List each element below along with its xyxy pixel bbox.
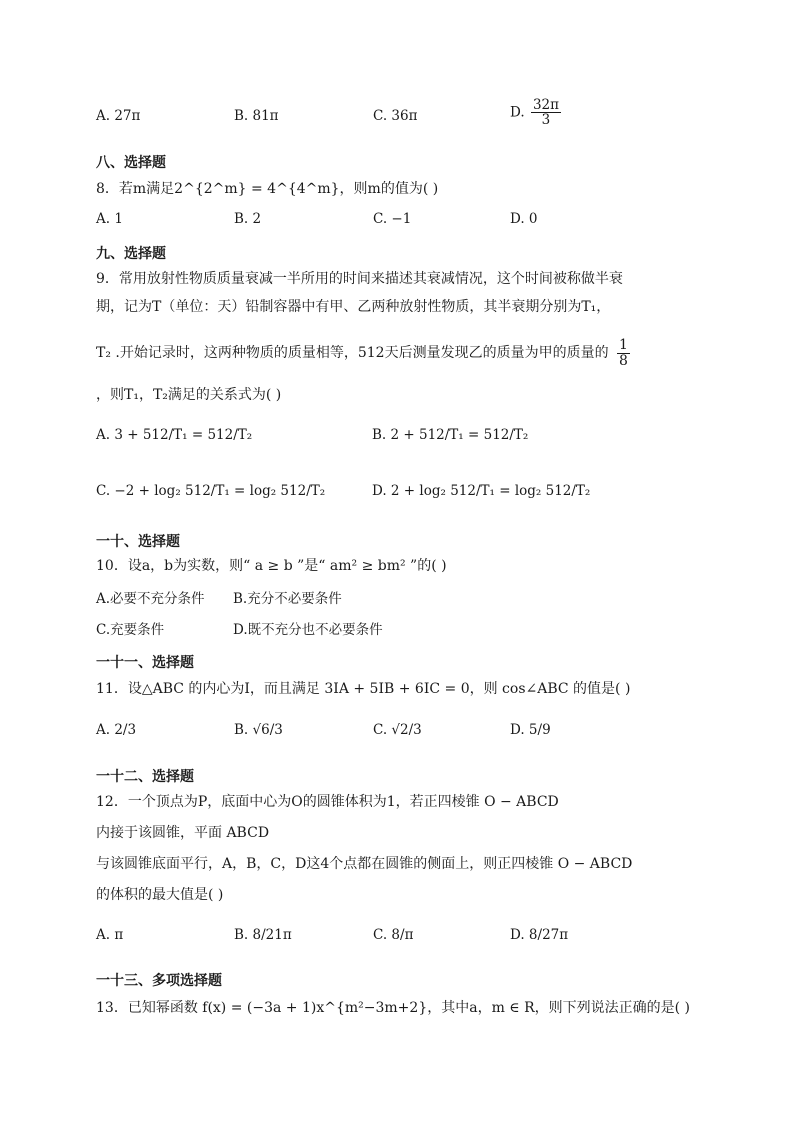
q8-option-a: A. 1 bbox=[96, 211, 123, 227]
q12-option-d: D. 8/27π bbox=[510, 927, 569, 943]
q11-option-c: C. √2/3 bbox=[373, 722, 422, 738]
section-heading-9: 九、选择题 bbox=[96, 246, 166, 262]
question-9-line-1: 9．常用放射性物质质量衰减一半所用的时间来描述其衰减情况，这个时间被称做半衰 bbox=[96, 271, 623, 287]
question-8-stem: 8．若m满足2^{2^m} = 4^{4^m}，则m的值为( ) bbox=[96, 181, 439, 197]
fraction-numerator: 32π bbox=[532, 97, 559, 113]
section-heading-12: 一十二、选择题 bbox=[96, 769, 194, 785]
question-10-stem: 10．设a，b为实数，则“ a ≥ b ”是“ am² ≥ bm² ”的( ) bbox=[96, 558, 447, 574]
section-heading-11: 一十一、选择题 bbox=[96, 655, 194, 671]
question-13-stem: 13．已知幂函数 f(x) = (−3a + 1)x^{m²−3m+2}，其中a，m ∈ R，则下列说法正确的是( ) bbox=[96, 1000, 691, 1016]
q11-option-b: B. √6/3 bbox=[234, 722, 283, 738]
section-heading-8: 八、选择题 bbox=[96, 155, 166, 171]
q10-option-c: C.充要条件 bbox=[96, 622, 165, 638]
fraction-numerator: 1 bbox=[619, 337, 628, 353]
q11-option-a: A. 2/3 bbox=[96, 722, 137, 738]
q9-option-b: B. 2 + 512/T₁ = 512/T₂ bbox=[372, 427, 529, 443]
question-12-line-2: 内接于该圆锥，平面 ABCD bbox=[96, 825, 270, 841]
q7-option-d: D. $\frac{32\pi}{3}$ bbox=[510, 97, 559, 129]
q8-option-c: C. −1 bbox=[373, 211, 412, 227]
section-heading-10: 一十、选择题 bbox=[96, 534, 180, 550]
q8-option-b: B. 2 bbox=[234, 211, 262, 227]
question-9-line-3: T₂ .开始记录时，这两种物质的质量相等，512天后测量发现乙的质量为甲的质量的 $\frac{1}{8}$ bbox=[96, 337, 628, 369]
q10-option-b: B.充分不必要条件 bbox=[233, 591, 342, 607]
question-11-stem: 11．设△ABC 的内心为I，而且满足 3IA + 5IB + 6IC = 0，则 cos∠ABC 的值是( ) bbox=[96, 681, 631, 697]
q9-option-d: D. 2 + log₂ 512/T₁ = log₂ 512/T₂ bbox=[372, 483, 591, 499]
q7-option-c: C. 36π bbox=[373, 108, 418, 124]
question-12-line-1: 12．一个顶点为P，底面中心为O的圆锥体积为1，若正四棱锥 O − ABCD bbox=[96, 794, 559, 810]
q11-option-d: D. 5/9 bbox=[510, 722, 551, 738]
section-heading-13: 一十三、多项选择题 bbox=[96, 973, 222, 989]
fraction-denominator: 3 bbox=[541, 112, 551, 129]
question-12-line-3: 与该圆锥底面平行，A，B，C，D这4个点都在圆锥的侧面上，则正四棱锥 O − ABCD bbox=[96, 856, 633, 872]
one-eighth-fraction bbox=[617, 338, 630, 368]
q12-option-b: B. 8/21π bbox=[234, 927, 292, 943]
fraction-denominator: 8 bbox=[619, 352, 628, 369]
q8-option-d: D. 0 bbox=[510, 211, 538, 227]
question-12-line-4: 的体积的最大值是( ) bbox=[96, 887, 224, 903]
q9-option-a: A. 3 + 512/T₁ = 512/T₂ bbox=[96, 427, 253, 443]
q12-option-a: A. π bbox=[96, 927, 124, 943]
question-9-line-2: 期，记为T（单位：天）铅制容器中有甲、乙两种放射性物质，其半衰期分别为T₁， bbox=[96, 299, 611, 315]
q12-option-c: C. 8/π bbox=[373, 927, 414, 943]
q7-option-b: B. 81π bbox=[234, 108, 279, 124]
q7-option-d-fraction bbox=[531, 98, 561, 127]
q10-option-a: A.必要不充分条件 bbox=[96, 591, 205, 607]
q10-option-d: D.既不充分也不必要条件 bbox=[233, 622, 383, 638]
q9-option-c: C. −2 + log₂ 512/T₁ = log₂ 512/T₂ bbox=[96, 483, 326, 499]
question-9-line-4: ，则T₁，T₂满足的关系式为( ) bbox=[96, 387, 282, 403]
q7-option-a: A. 27π bbox=[96, 108, 141, 124]
